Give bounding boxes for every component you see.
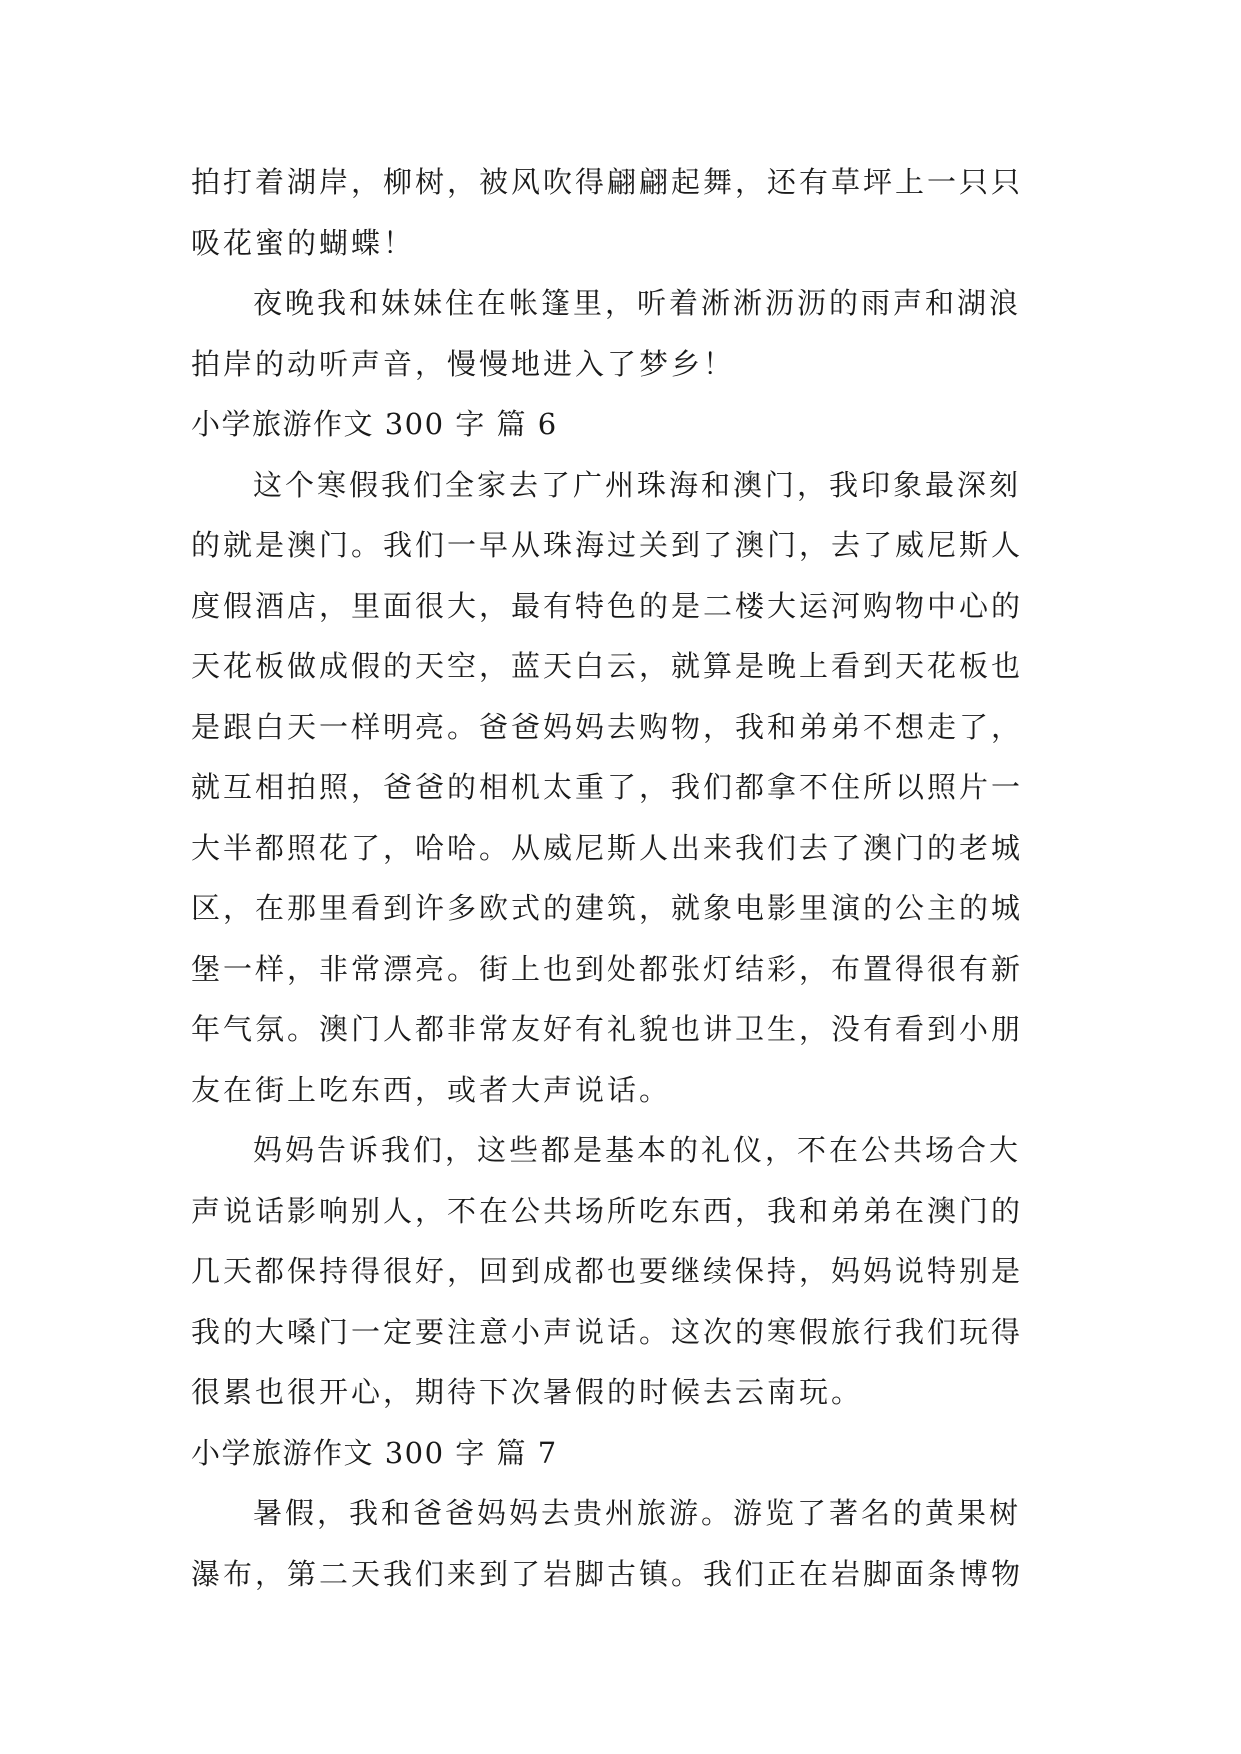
paragraph-line: 年气氛。澳门人都非常友好有礼貌也讲卫生，没有看到小朋 [191, 1012, 1024, 1046]
paragraph-line: 大半都照花了，哈哈。从威尼斯人出来我们去了澳门的老城 [191, 830, 1024, 865]
paragraph-line: 天花板做成假的天空，蓝天白云，就算是晚上看到天花板也 [191, 649, 1024, 683]
paragraph-line: 妈妈告诉我们，这些都是基本的礼仪，不在公共场合大 [253, 1133, 1022, 1167]
document-body [191, 152, 1053, 1604]
paragraph-line: 友在街上吃东西，或者大声说话。 [191, 1072, 672, 1107]
paragraph-line: 我的大嗓门一定要注意小声说话。这次的寒假旅行我们玩得 [191, 1314, 1024, 1349]
paragraph-line: 夜晚我和妹妹住在帐篷里，听着淅淅沥沥的雨声和湖浪 [253, 286, 1022, 320]
paragraph-line: 这个寒假我们全家去了广州珠海和澳门，我印象最深刻 [253, 467, 1022, 502]
section-heading: 小学旅游作文 300 字 篇 6 [191, 407, 558, 441]
paragraph-line: 就互相拍照，爸爸的相机太重了，我们都拿不住所以照片一 [191, 770, 1024, 804]
section-heading: 小学旅游作文 300 字 篇 7 [191, 1435, 558, 1470]
paragraph-line: 很累也很开心，期待下次暑假的时候去云南玩。 [191, 1375, 864, 1409]
paragraph-line: 堡一样，非常漂亮。街上也到处都张灯结彩，布置得很有新 [191, 951, 1024, 986]
paragraph-line: 度假酒店，里面很大，最有特色的是二楼大运河购物中心的 [191, 588, 1024, 623]
paragraph-line: 是跟白天一样明亮。爸爸妈妈去购物，我和弟弟不想走了， [191, 709, 1024, 744]
paragraph-line: 几天都保持得很好，回到成都也要继续保持，妈妈说特别是 [191, 1254, 1024, 1288]
paragraph-line: 吸花蜜的蝴蝶！ [191, 225, 416, 260]
paragraph-line: 暑假，我和爸爸妈妈去贵州旅游。游览了著名的黄果树 [253, 1496, 1022, 1530]
paragraph-line: 的就是澳门。我们一早从珠海过关到了澳门，去了威尼斯人 [191, 528, 1024, 562]
paragraph-line: 拍打着湖岸，柳树，被风吹得翩翩起舞，还有草坪上一只只 [191, 165, 1024, 199]
paragraph-line: 区，在那里看到许多欧式的建筑，就象电影里演的公主的城 [191, 891, 1024, 925]
paragraph-line: 拍岸的动听声音，慢慢地进入了梦乡！ [191, 346, 736, 381]
paragraph-line: 声说话影响别人，不在公共场所吃东西，我和弟弟在澳门的 [191, 1193, 1024, 1228]
paragraph-line: 瀑布，第二天我们来到了岩脚古镇。我们正在岩脚面条博物 [191, 1556, 1024, 1591]
